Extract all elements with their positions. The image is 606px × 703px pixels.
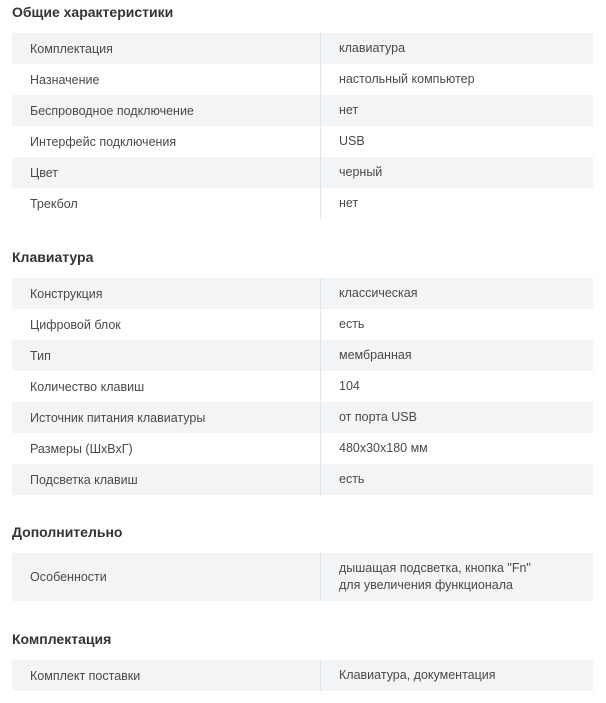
spec-row — [12, 126, 593, 157]
spec-name: Количество клавиш — [12, 371, 321, 402]
spec-value: USB — [339, 134, 365, 148]
spec-value: 104 — [339, 379, 360, 393]
spec-row — [12, 64, 593, 95]
spec-row — [12, 433, 593, 464]
spec-row — [12, 95, 593, 126]
spec-value: от порта USB — [339, 410, 417, 424]
specs-table — [12, 660, 593, 691]
specs-table — [12, 278, 593, 495]
spec-name: Источник питания клавиатуры — [12, 402, 321, 433]
spec-name: Цвет — [12, 157, 321, 188]
spec-name: Особенности — [12, 553, 321, 601]
spec-row — [12, 278, 593, 309]
spec-value: дышащая подсветка, кнопка "Fn" для увеличения функционала — [339, 561, 531, 592]
spec-name: Комплект поставки — [12, 660, 321, 691]
spec-row — [12, 553, 593, 601]
spec-name: Размеры (ШхВхГ) — [12, 433, 321, 464]
spec-value: нет — [339, 103, 359, 117]
spec-name: Комплектация — [12, 33, 321, 64]
spec-row — [12, 33, 593, 64]
spec-row — [12, 660, 593, 691]
spec-row — [12, 464, 593, 495]
spec-value: черный — [339, 165, 383, 179]
spec-name: Беспроводное подключение — [12, 95, 321, 126]
spec-row — [12, 402, 593, 433]
section-additional — [12, 522, 593, 601]
section-title: Клавиатура — [12, 249, 94, 265]
spec-value: нет — [339, 196, 359, 210]
spec-value: есть — [339, 317, 365, 331]
specs-table — [12, 33, 593, 219]
spec-value: настольный компьютер — [339, 72, 475, 86]
specs-table — [12, 553, 593, 601]
spec-row — [12, 371, 593, 402]
spec-name: Тип — [12, 340, 321, 371]
spec-row — [12, 340, 593, 371]
section-title: Общие характеристики — [12, 4, 174, 20]
spec-name: Конструкция — [12, 278, 321, 309]
spec-row — [12, 309, 593, 340]
spec-name: Подсветка клавиш — [12, 464, 321, 495]
spec-value: 480x30x180 мм — [339, 441, 428, 455]
section-keyboard — [12, 247, 593, 495]
section-general — [12, 2, 593, 219]
section-title: Комплектация — [12, 631, 112, 647]
spec-row — [12, 157, 593, 188]
spec-name: Цифровой блок — [12, 309, 321, 340]
spec-name: Интерфейс подключения — [12, 126, 321, 157]
spec-value: классическая — [339, 286, 418, 300]
spec-value: есть — [339, 472, 365, 486]
spec-value: клавиатура — [339, 41, 406, 55]
spec-name: Трекбол — [12, 188, 321, 219]
spec-row — [12, 188, 593, 219]
section-title: Дополнительно — [12, 524, 123, 540]
spec-value: Клавиатура, документация — [339, 668, 496, 682]
spec-value: мембранная — [339, 348, 412, 362]
spec-name: Назначение — [12, 64, 321, 95]
section-package — [12, 629, 593, 691]
